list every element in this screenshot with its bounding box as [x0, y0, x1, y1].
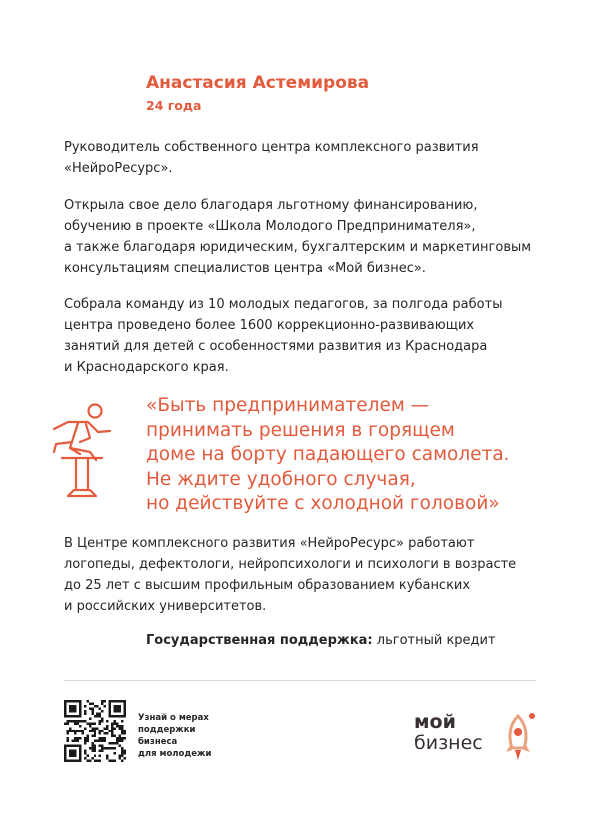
rocket-logo-icon [502, 710, 538, 762]
qr-code[interactable] [64, 700, 126, 762]
text-line: В Центре комплексного развития «НейроРесурс» работают [64, 536, 475, 551]
text-line: Собрала команду из 10 молодых педагогов, за полгода работы [64, 297, 503, 312]
text-line: а также благодаря юридическим, бухгалтерским и маркетинговым [64, 240, 532, 255]
team-achievement-paragraph [64, 294, 544, 378]
quote-line: «Быть предпринимателем — [146, 395, 430, 416]
text-line: до 25 лет с высшим профильным образованием кубанских [64, 578, 471, 593]
footer-divider [64, 680, 536, 681]
support-label: Государственная поддержка: [146, 633, 373, 648]
logo-wordmark [414, 712, 483, 754]
text-line: и российских университетов. [64, 599, 267, 614]
caption-line: Узнай о мерах [138, 713, 209, 723]
support-value: льготный кредит [376, 633, 496, 648]
caption-line: поддержки [138, 725, 196, 735]
quote-line: принимать решения в горящем [146, 419, 455, 441]
text-line: «НейроРесурс». [64, 161, 173, 176]
quote-line: Не ждите удобного случая, [146, 468, 416, 490]
text-line: логопеды, дефектологи, нейропсихологи и психологи в возрасте [64, 557, 517, 572]
text-line: занятий для детей с особенностями развития из Краснодара [64, 339, 488, 354]
caption-line: для молодежи [138, 749, 212, 759]
person-name: Анастасия Астемирова [146, 73, 370, 93]
qr-caption [138, 712, 211, 760]
quote-line: но действуйте с холодной головой» [146, 493, 500, 514]
moy-biznes-logo [414, 712, 544, 762]
pull-quote [146, 394, 586, 517]
quote-line: доме на борту падающего самолета. [146, 444, 510, 465]
text-line: Руководитель собственного центра комплексного развития [64, 140, 479, 155]
text-line: консультациям специалистов центра «Мой бизнес». [64, 261, 426, 276]
logo-word: мой [414, 711, 456, 733]
logo-word: бизнес [414, 732, 483, 754]
staff-paragraph [64, 533, 544, 617]
text-line: и Краснодарского края. [64, 360, 229, 375]
funding-paragraph [64, 195, 544, 279]
person-age: 24 года [146, 98, 202, 113]
text-line: Открыла свое дело благодаря льготному финансированию, [64, 198, 478, 213]
caption-line: бизнеса [138, 737, 178, 747]
text-line: обучению в проекте «Школа Молодого Предпринимателя», [64, 219, 476, 234]
text-line: центра проведено более 1600 коррекционно-развивающих [64, 318, 475, 333]
hurdle-runner-icon [50, 402, 120, 502]
government-support [146, 633, 496, 648]
intro-paragraph [64, 137, 544, 179]
